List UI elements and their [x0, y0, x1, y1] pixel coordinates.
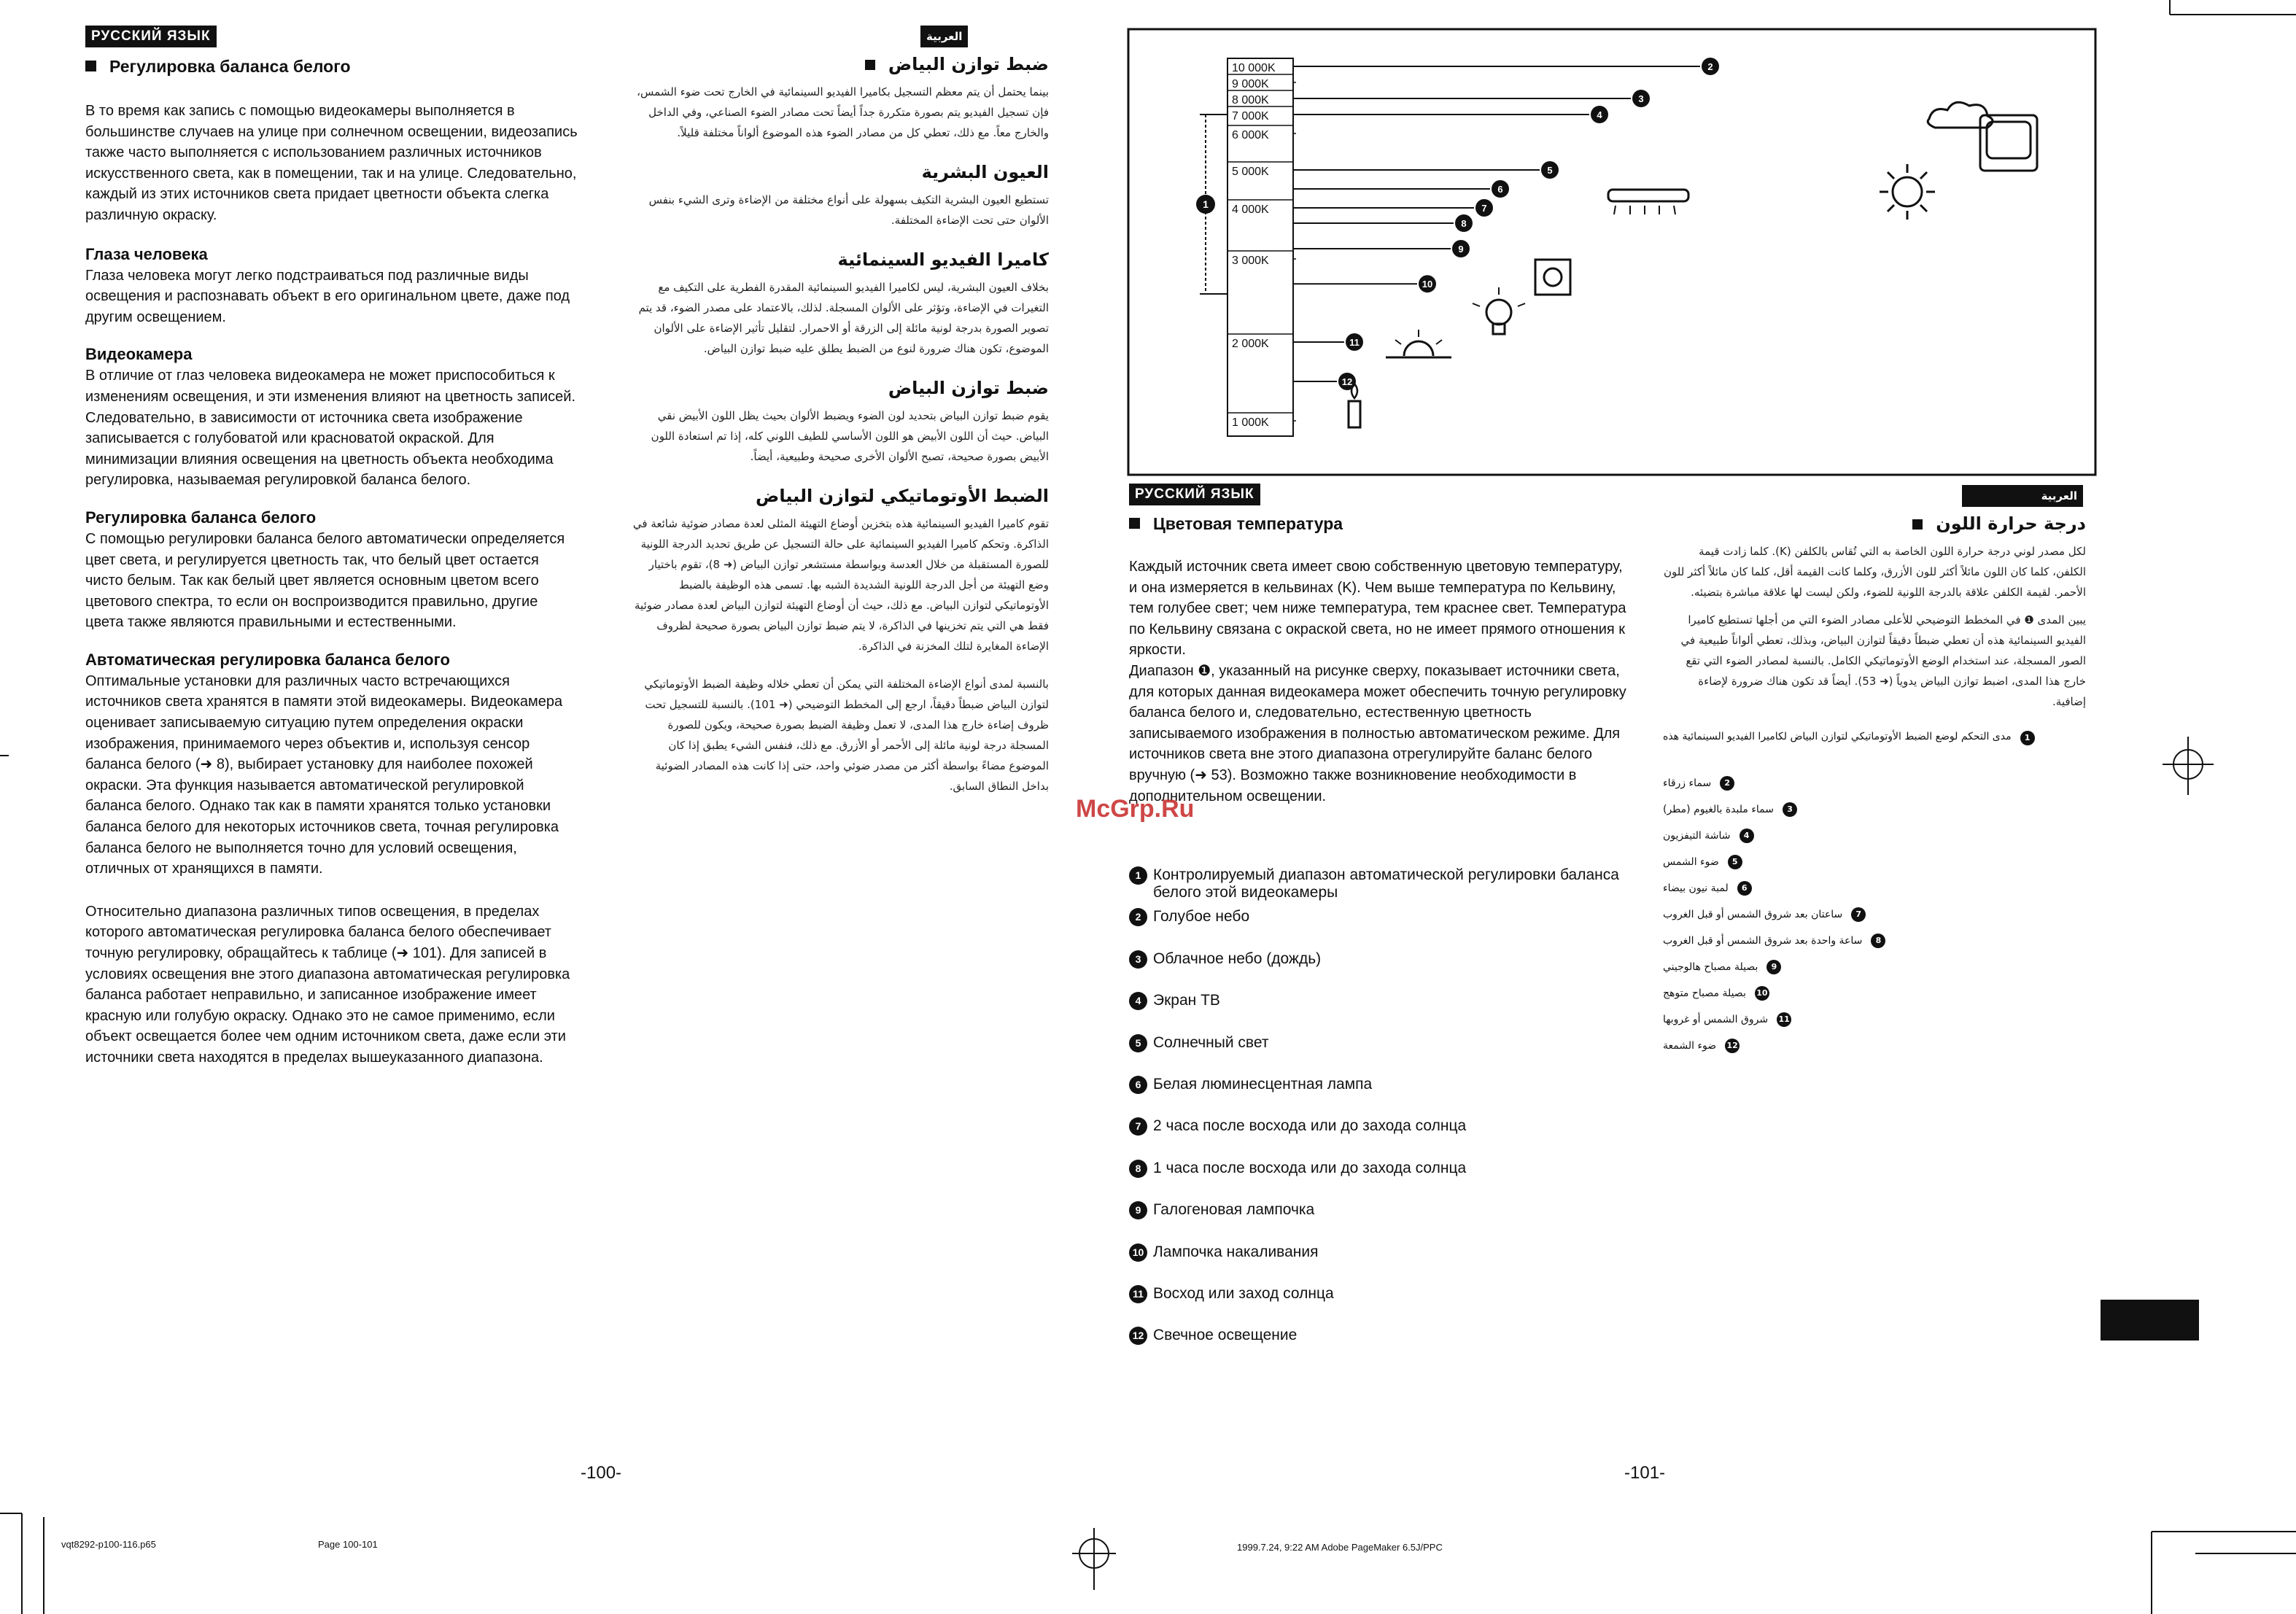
arabic-title: ضبط توازن البياض — [626, 54, 1049, 74]
page-title-left: Регулировка баланса белого — [85, 57, 351, 77]
arabic-legend-item: 5 ضوء الشمس — [1663, 849, 2086, 875]
pointer-label: 7 — [1481, 203, 1487, 214]
legend-item: 2 Голубое небо — [1129, 908, 1640, 950]
section-heading: Автоматическая регулировка баланса белого — [85, 650, 450, 669]
color-temp-paragraph-1: Каждый источник света имеет свою собственную цветовую температуру, и она измеряется в кельвинах (K). Чем выше температура по Кельвину, тем голубее свет; чем ниже температура, тем краснее свет. Температура по Кельвину связана с окраской света, но не имеет прямого отношения к яркости. — [1129, 559, 1626, 659]
arabic-legend-item: 9 بصيلة مصباح هالوجيني — [1663, 954, 2086, 980]
section-heading: Глаза человека — [85, 244, 208, 263]
arabic-legend-item: 11 شروق الشمس أو غروبها — [1663, 1006, 2086, 1033]
range-marker-label: 1 — [1203, 198, 1209, 210]
pointer-label: 5 — [1547, 165, 1553, 176]
arabic-legend-item: 1 مدى التحكم لوضع الضبط الأوتوماتيكي لتوازن البياض لكاميرا الفيديو السينمائية هذه — [1663, 731, 2086, 770]
arabic-legend-item: 12 ضوء الشمعة — [1663, 1033, 2086, 1059]
arabic-legend-item: 3 سماء ملبدة بالغيوم (مطر) — [1663, 796, 2086, 823]
scale-tick-label: 3 000K — [1232, 255, 1269, 267]
arabic-legend-item: 10 بصيلة مصباح متوهج — [1663, 980, 2086, 1006]
legend-item: 12 Свечное освещение — [1129, 1327, 1640, 1368]
arabic-heading: ضبط توازن البياض — [888, 378, 1049, 398]
scale-tick-label: 5 000K — [1232, 166, 1269, 178]
lang-badge-ar-left: العربية — [920, 26, 968, 47]
pointer-label: 2 — [1707, 61, 1713, 72]
page-number-right: -101- — [1624, 1463, 1666, 1483]
arabic-legend-item: 8 ساعة واحدة بعد شروق الشمس أو قبل الغروب — [1663, 928, 2086, 954]
watermark: McGrp.Ru — [1076, 795, 1195, 823]
section-heading: Регулировка баланса белого — [85, 508, 317, 527]
section-text: Глаза человека могут легко подстраиваться под различные виды освещения и распознавать объект в его оригинальном цвете, даже под другим освещением. — [85, 267, 570, 325]
legend-item: 4 Экран ТВ — [1129, 992, 1640, 1033]
lang-badge-ru-left: РУССКИЙ ЯЗЫК — [85, 26, 217, 47]
pointer-label: 10 — [1422, 279, 1433, 290]
closing-paragraph: Относительно диапазона различных типов освещения, в пределах которого автоматическая регулировка баланса белого обеспечивает точную регулировку, обращайтесь к таблице (➜ 101). Для записей в условиях освещения вне этого диапазона автоматическая регулировка баланса работает неправильно, и записанное изображение имеет красную или голубую окраску. Однако это не самое применимо, если объект освещается более чем одним источником света, даже если эти источники света находятся в пределах вышеуказанного диапазона. — [85, 903, 570, 1066]
scale-tick-label: 10 000K — [1232, 62, 1276, 74]
scale-tick-label: 9 000K — [1232, 78, 1269, 90]
footer-page: Page 100-101 — [318, 1539, 378, 1550]
arabic-text: بخلاف العيون البشرية، ليس لكاميرا الفيديو السينمائية المقدرة الفطرية على التكيف مع التغيرات في الإضاءة، وتؤثر على الألوان المسجلة. لذلك، بالاعتماد على مصدر الضوء، قد يتم تصوير الصورة بدرجة لونية مائلة إلى الزرقة أو الاحمرار. لتقليل تأثير الإضاءة على الألوان الموضوع، تكون هناك ضرورة لنوع من الضبط يطلق عليه ضبط توازن البياض. — [638, 281, 1049, 355]
color-temp-paragraph-2: Диапазон ❶, указанный на рисунке сверху, показывает источники света, для которых данная видеокамера может обеспечить точную регулировку баланса белого и, следовательно, естественную цветность записываемого изображения в полностью автоматическом режиме. Для источников света вне этого диапазона отрегулируйте баланс белого вручную (➜ 53). Возможно также возникновение необходимости в дополнительном освещении. — [1129, 662, 1626, 804]
legend-item: 10 Лампочка накаливания — [1129, 1244, 1640, 1285]
intro-paragraph: В то время как запись с помощью видеокамеры выполняется в большинстве случаев на улице при солнечном освещении, видеозапись также часто выполняется с использованием различных источников искусственного света, как в помещении, так и на улице. Следовательно, каждый из этих источников света придает цветности объекта слегка различную окраску. — [85, 103, 578, 223]
arabic-legend-item: 7 ساعتان بعد شروق الشمس أو قبل الغروب — [1663, 901, 2086, 928]
pointer-label: 6 — [1497, 184, 1503, 195]
lang-badge-ru-right: РУССКИЙ ЯЗЫК — [1129, 484, 1260, 505]
footer-timestamp: 1999.7.24, 9:22 AM Adobe PageMaker 6.5J/PPC — [1237, 1542, 1443, 1553]
arabic-intro: بينما يحتمل أن يتم معظم التسجيل بكاميرا الفيديو السينمائية في الخارج تحت ضوء الشمس، فإن تسجيل الفيديو يتم بصورة متكررة جداً أيضاً تحت مصادر الضوء الصناعي، وفي الداخل والخارج معاً. مع ذلك، تعطي كل من مصادر الضوء هذه الموضوع ألواناً مختلفة قليلاً. — [637, 85, 1049, 139]
arabic-text: لكل مصدر لوني درجة حرارة اللون الخاصة به التي تُقاس بالكلفن (K). كلما زادت قيمة الكلفن، كلما كان اللون مائلاً أكثر للون الأزرق، وكلما كانت القيمة أقل، كلما كان مائلاً أكثر للون الأحمر. لقيمة الكلفن علاقة بالدرجة اللونية للضوء، ولكن ليست لها علاقة مباشرة بتضيئه. — [1663, 545, 2086, 599]
legend-item: 5 Солнечный свет — [1129, 1034, 1640, 1076]
arabic-title: درجة حرارة اللون — [1663, 513, 2086, 534]
legend-item: 8 1 часа после восхода или до захода солнца — [1129, 1160, 1640, 1201]
section-heading: Видеокамера — [85, 345, 193, 364]
pointer-label: 11 — [1349, 337, 1360, 348]
scale-tick-label: 4 000K — [1232, 203, 1269, 216]
section-text: В отличие от глаз человека видеокамера не может приспособиться к изменениям освещения, и эти изменения влияют на цветность записей. Следовательно, в зависимости от источника света изображение записывается с голубоватой или красноватой окраской. Для минимизации влияния освещения на цветность объекта необходима регулировка, называемая регулировкой баланса белого. — [85, 368, 576, 489]
arabic-heading: الضبط الأوتوماتيكي لتوازن البياض — [756, 486, 1049, 506]
lang-badge-ar-right: العربية — [1962, 485, 2083, 507]
footer-filename: vqt8292-p100-116.p65 — [61, 1539, 156, 1550]
pointer-label: 8 — [1461, 218, 1467, 229]
page-title-right: Цветовая температура — [1129, 514, 1343, 534]
scale-tick-label: 1 000K — [1232, 416, 1269, 429]
arabic-heading: كاميرا الفيديو السينمائية — [837, 249, 1049, 270]
pointer-label: 12 — [1341, 376, 1353, 387]
section-text: Оптимальные установки для различных часто встречающихся источников света хранятся в памяти этой видеокамеры. Видеокамера оценивает записываемую ситуацию путем определения окраски изображения, принимаемого через объектив и, используя сенсор баланса белого (➜ 8), выбирает установку для наиболее похожей окраски. Эта функция называется автоматической регулировкой баланса белого. Однако так как в памяти хранятся только установки баланса белого для некоторых источников света, точная регулировка баланса белого не выполняется точно для условий освещения, отличных от хранящихся в памяти. — [85, 672, 563, 877]
page-number-left: -100- — [581, 1463, 622, 1483]
pointer-label: 4 — [1597, 109, 1602, 120]
arabic-legend-item: 2 سماء زرقاء — [1663, 770, 2086, 796]
legend-item: 9 Галогеновая лампочка — [1129, 1201, 1640, 1243]
arabic-text: تقوم كاميرا الفيديو السينمائية هذه بتخزين أوضاع التهيئة المثلى لعدة مصادر ضوئية شائعة في الذاكرة. وتحكم كاميرا الفيديو السينمائية على حالة التسجيل عن طريق تحديد الدرجة اللونية للصورة المستقبلة من خلال العدسة وبواسطة مستشعر توازن البياض (➜ 8)، تقوم باختيار وضع التهيئة من أجل الدرجة اللونية الشديدة الشبه بها. تسمى هذه الوظيفة بالضبط الأوتوماتيكي لتوازن البياض. مع ذلك، حيث أن أوضاع التهيئة لتوازن البياض لعدة مصادر ضوئية فقط هي التي يتم تخزينها في الذاكرة، لا يتم ضبط توازن البياض بصورة صحيحة لظروف الإضاءة المغايرة لتلك المخزنة في الذاكرة. — [632, 517, 1049, 653]
section-text: С помощью регулировки баланса белого автоматически определяется цвет света, и регулируется цветность так, что белый цвет остается чисто белым. Так как белый цвет является основным цветом всего цветового спектра, то если он воспроизводится правильно, другие цвета также являются правильными и естественными. — [85, 530, 565, 631]
pointer-label: 9 — [1458, 244, 1464, 255]
pointer-label: 3 — [1638, 93, 1644, 104]
arabic-legend-item: 4 شاشة التيفزيون — [1663, 823, 2086, 849]
legend-item: 1 Контролируемый диапазон автоматической регулировки баланса белого этой видеокамеры — [1129, 866, 1640, 908]
legend-item: 6 Белая люминесцентная лампа — [1129, 1076, 1640, 1117]
arabic-text: يبين المدى ❶ في المخطط التوضيحي للأعلى مصادر الضوء التي من أجلها تستطيع كاميرا الفيديو السينمائية هذه أن تعطي ضبطاً دقيقاً لتوازن البياض، وبذلك، تعطي ألواناً طبيعية في الصور المسجلة، عند استخدام الوضع الأوتوماتيكي الكامل. بالنسبة لمصادر الضوء التي تقع خارج هذا المدى، اضبط توازن البياض يدوياً (➜ 53). أيضاً قد تكون هناك ضرورة لإضاءة إضافية. — [1680, 613, 2086, 708]
legend-item: 11 Восход или заход солнца — [1129, 1285, 1640, 1327]
arabic-text: يقوم ضبط توازن البياض بتحديد لون الضوء ويضبط الألوان بحيث يظل اللون الأبيض نقي البياض. حيث أن اللون الأبيض هو اللون الأساسي للطيف اللوني كله، إذا تم استعادة اللون الأبيض بصورة صحيحة، تصبح الألوان الأخرى صحيحة وطبيعية، أيضاً. — [651, 409, 1049, 463]
scale-tick-label: 6 000K — [1232, 129, 1269, 141]
legend-item: 3 Облачное небо (дождь) — [1129, 950, 1640, 992]
scale-tick-label: 8 000K — [1232, 94, 1269, 106]
arabic-legend-item: 6 لمبة نيون بيضاء — [1663, 875, 2086, 901]
arabic-closing: بالنسبة لمدى أنواع الإضاءة المختلفة التي يمكن أن تعطي خلاله وظيفة الضبط الأوتوماتيكي لتوازن البياض ضبطاً دقيقاً، ارجع إلى المخطط التوضيحي (➜ 101). بالنسبة للتسجيل تحت ظروف إضاءة خارج هذا المدى، لا تعمل وظيفة الضبط بصورة صحيحة، ويكون للصورة المسجلة درجة لونية مائلة إلى الأحمر أو الأزرق. مع ذلك، فنفس الشيء يطبق إذا كان الموضوع مضاءً بواسطة أكثر من مصدر ضوئي واحد، حتى إذا كانت هذه المصادر الضوئية بداخل النطاق السابق. — [644, 678, 1049, 793]
arabic-text: تستطيع العيون البشرية التكيف بسهولة على أنواع مختلفة من الإضاءة وترى الشيء بنفس الألوان حتى تحت الإضاءة المختلفة. — [648, 193, 1049, 227]
arabic-heading: العيون البشرية — [921, 162, 1049, 182]
scale-tick-label: 2 000K — [1232, 338, 1269, 350]
legend-item: 7 2 часа после восхода или до захода солнца — [1129, 1117, 1640, 1159]
scale-tick-label: 7 000K — [1232, 110, 1269, 123]
